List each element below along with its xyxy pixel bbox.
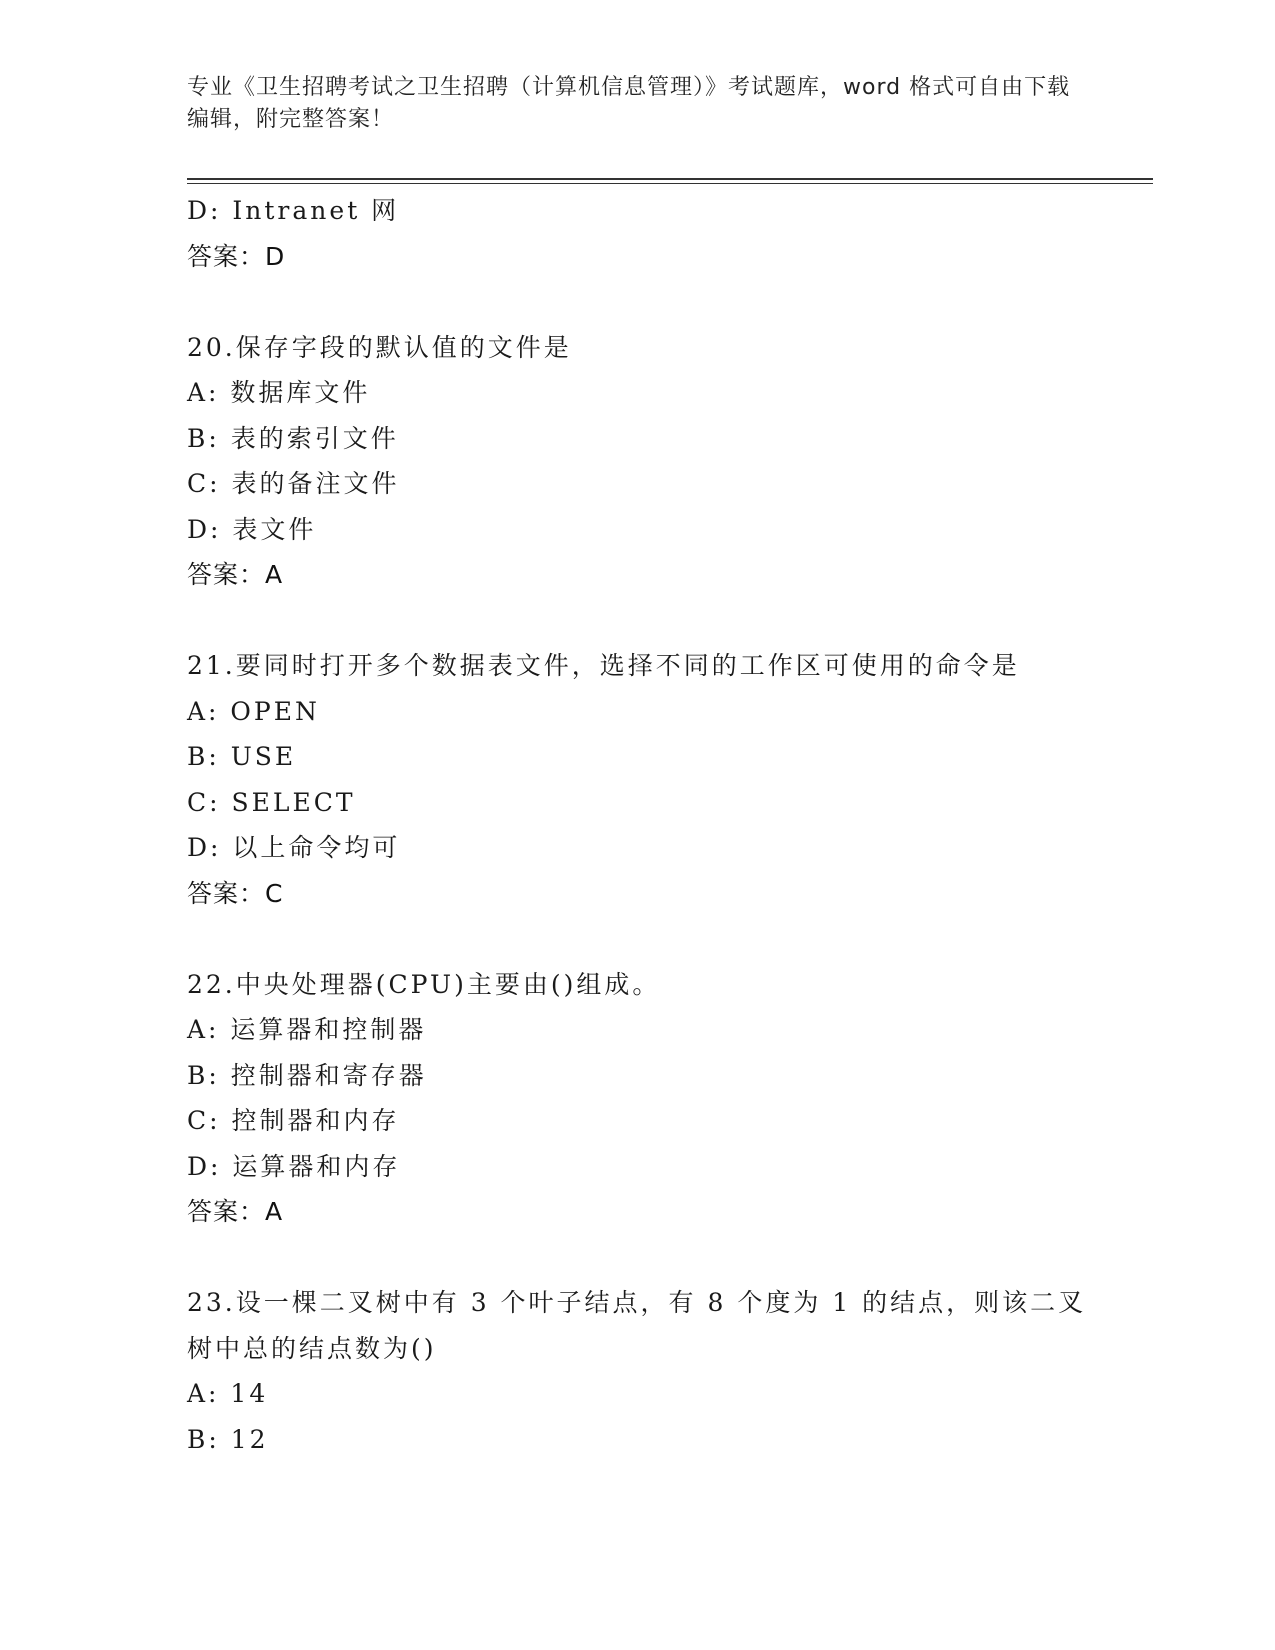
option-a: A: 14 (187, 1379, 269, 1408)
option-b: B: 控制器和寄存器 (187, 1060, 427, 1090)
spacer (187, 279, 1087, 325)
question-stem-21: 21.要同时打开多个数据表文件，选择不同的工作区可使用的命令是 (187, 651, 1020, 680)
spacer (187, 598, 1087, 644)
option-d: D: Intranet 网 (187, 196, 400, 225)
option-c: C: 控制器和内存 (187, 1106, 400, 1135)
answer: 答案：A (187, 1197, 284, 1226)
option-a: A: 数据库文件 (187, 378, 371, 407)
answer: 答案：C (187, 878, 284, 908)
option-a: A: 运算器和控制器 (187, 1015, 427, 1044)
spacer (187, 916, 1087, 962)
option-d: D: 表文件 (187, 514, 317, 544)
answer: 答案：A (187, 560, 284, 589)
option-c: C: SELECT (187, 787, 356, 817)
option-a: A: OPEN (187, 696, 320, 726)
option-c: C: 表的备注文件 (187, 469, 400, 498)
spacer (187, 1235, 1087, 1281)
option-b: B: 12 (187, 1424, 269, 1454)
header-divider (187, 178, 1153, 180)
option-d: D: 运算器和内存 (187, 1151, 401, 1181)
option-d: D: 以上命令均可 (187, 833, 401, 862)
header-divider-thin (187, 183, 1153, 184)
question-stem-22: 22.中央处理器(CPU)主要由()组成。 (187, 969, 661, 999)
question-list (187, 188, 1087, 1462)
question-stem-23-line1: 23.设一棵二叉树中有 3 个叶子结点，有 8 个度为 1 的结点，则该二叉 (187, 1288, 1087, 1317)
page-header: 专业《卫生招聘考试之卫生招聘（计算机信息管理）》考试题库，word 格式可自由下载编辑，附完整答案！ (187, 75, 1071, 132)
question-stem-23-line2: 树中总的结点数为() (187, 1333, 437, 1363)
option-b: B: 表的索引文件 (187, 423, 399, 453)
option-b: B: USE (187, 742, 297, 771)
answer: 答案：D (187, 241, 286, 271)
question-stem-20: 20.保存字段的默认值的文件是 (187, 332, 572, 362)
